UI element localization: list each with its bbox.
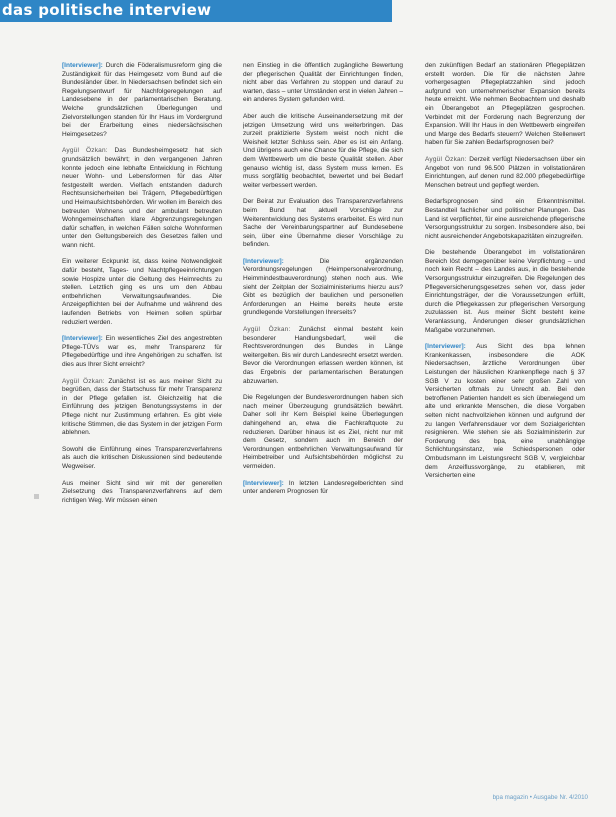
section-banner — [0, 0, 392, 22]
paragraph — [62, 480, 222, 506]
paragraph-text: Bedarfsprognosen sind ein Erkenntnismittel. Bestandteil fachlicher und politischer Planungen. Das Land ist verpflichtet, für eine ausreichende pflegerische Versorgungsstruktur zu sorgen. Insbesondere also, bei nicht ausreichender Angebotskapazitäten einzugreifen. — [425, 198, 585, 240]
text-column-1 — [62, 62, 222, 767]
interviewer-label: [Interviewer]: — [243, 479, 284, 487]
paragraph-text: Die bestehende Überangebot im vollstationären Bereich löst demgegenüber keine Verpflichtung – und noch kein Recht – des Landes aus, in die bestehende Versorgungsstruktur einzugreifen. Die Regelungen des Pflegeversicherungsgesetzes sehen vor, dass jeder Einrichtungsträger, der die Voraussetzungen erfüllt, durch die Pflegekassen zur pflegerischen Versorgung zuzulassen ist. Aus meiner Sicht besteht keine Veranlassung, Änderungen dieser grundsätzlichen Maßgabe vorzunehmen. — [425, 249, 585, 334]
paragraph — [425, 249, 585, 335]
paragraph — [425, 198, 585, 241]
paragraph-text: Derzeit verfügt Niedersachsen über ein Angebot von rund 96.500 Plätzen in vollstationären Einrichtungen, auf denen rund 82.000 pflegebedürftige Menschen betreut und gepflegt werden. — [425, 155, 585, 189]
interviewer-label: [Interviewer]: — [62, 62, 103, 69]
text-column-2 — [243, 62, 403, 767]
paragraph-text: Zunächst ist es aus meiner Sicht zu begrüßen, dass der Startschuss für mehr Transparenz in der Pflege gefallen ist. Gleichzeitig hat die Einführung des jetzigen Benotungssystems in der Pflege nicht nur Zustimmung erfahren. Es gibt viele kritische Stimmen, die das System in der jetzigen Form ablehnen. — [62, 377, 222, 437]
paragraph — [425, 156, 585, 190]
text-column-3 — [425, 62, 585, 767]
speaker-label: Aygül Özkan: — [62, 377, 105, 385]
article-body — [62, 62, 592, 772]
paragraph-text: Ein weiterer Eckpunkt ist, dass keine Notwendigkeit dafür besteht, Tages- und Nachtpflegeeinrichtungen sowie Hospize unter die Geltung des Heimrechts zu stellen. Letztlich ging es uns um den Abbau entbehrlichen Verwaltungsaufwandes. Die Anzeigepflichten bei der Aufnahme und während des laufenden Betriebs von Heimen sollen spürbar reduziert werden. — [62, 258, 222, 326]
interviewer-label: [Interviewer]: — [425, 343, 466, 351]
speaker-label: Aygül Özkan: — [425, 155, 467, 163]
paragraph — [243, 258, 403, 318]
paragraph — [243, 394, 403, 471]
paragraph — [243, 62, 403, 105]
page-footer: bpa magazin • Ausgabe Nr. 4/2010 — [492, 794, 588, 801]
speaker-label: Aygül Özkan: — [62, 147, 108, 155]
paragraph — [62, 62, 222, 139]
paragraph-text: In letzten Landesregelberichten sind unter anderem Prognosen für — [243, 479, 403, 496]
paragraph — [243, 480, 403, 497]
paragraph-text: Ein wesentliches Ziel des angestrebten Pflege-TÜVs war es, mehr Transparenz für Pflegebedürftige und ihre Angehörigen zu schaffen. Ist dies aus Ihrer Sicht erreicht? — [62, 335, 222, 368]
paragraph — [243, 113, 403, 190]
paragraph-text: Die ergänzenden Verordnungsregelungen (Heimpersonalverordnung, Heimmindestbauverordnung) stehen noch aus. Wie sieht der Zeitplan der Sozialministeriums hierzu aus? Gibt es bezüglich der baulichen und personellen Anforderungen an Heime bereits heute erste grundlegende Vorstellungen Ihrerseits? — [243, 257, 403, 317]
paragraph-text: Aus Sicht des bpa lehnen Krankenkassen, insbesondere die AOK Niedersachsen, ärztliche Verordnungen über Leistungen der häuslichen Krankenpflege nach § 37 SGB V zu kosten einer sehr großen Zahl von Versicherten oftmals zu Unrecht ab. Bei den betroffenen Patienten handelt es sich überwiegend um alte und erkrankte Menschen, die diese Vorgaben selten nicht nachvollziehen können und aufgrund der zu langen Verfahrensdauer vor dem Sozialgerichten resignieren. Wie stehen sie als Sozialministerin zur Forderung des bpa, eine unabhängige Schlichtungsinstanz, wie Schiedspersonen oder Ombudsmann im Leistungsrecht SGB V, vergleichbar dem Anzeiflussvorgänge, zu etablieren, mit Versicherten eine — [425, 343, 585, 480]
paragraph-text: Aus meiner Sicht sind wir mit der generellen Zielsetzung des Transparenzverfahrens auf dem richtigen Weg. Wir müssen einen — [62, 479, 222, 504]
paragraph-text: Aber auch die kritische Auseinandersetzung mit der jetzigen Umsetzung wird uns weiterbringen. Das zurzeit praktizierte System weist noch nicht die Weisheit letzter Schluss sein. Aber es ist ein Anfang. Und übrigens auch eine Chance für die Pflege, die sich dem Wettbewerb um die beste Qualität stellen. Aber genauso wichtig ist, dass System muss lernen. Es muss sorgfältig beobachtet, bewertet und bei Bedarf weiter verbessert werden. — [243, 112, 403, 189]
paragraph — [62, 258, 222, 327]
paragraph-text: Das Bundesheimgesetz hat sich grundsätzlich bewährt; in den vergangenen Jahren konnte jedoch eine lebhafte Entwicklung in Richtung neuer Wohn- und Lebensformen für das Alter festgestellt werden. Vielfach entstanden dadurch Rechtsunsicherheiten bei Trägern, Pflegebedürftigen und Heimaufsichtsbehörden. Wir wollen im Bereich des betreuten Wohnens und der ambulant betreuten Wohngemeinschaften klare Abgrenzungsregelungen dafür schaffen, in welchen Fällen solche Wohnformen unter den Geltungsbereich des Gesetzes fallen und wann nicht. — [62, 147, 222, 249]
section-title: das politische interview — [2, 1, 212, 19]
paragraph-text: Zunächst einmal besteht kein besonderer Handlungsbedarf, weil die Rechtsverordnungen des Bundes in Länge weitergelten. Bis wir durch Landesrecht ersetzt werden. Bevor die Verordnungen erlassen werden können, ist das Ergebnis der parlamentarischen Beratungen abzuwarten. — [243, 326, 403, 385]
paragraph-text: nen Einstieg in die öffentlich zugängliche Bewertung der pflegerischen Qualität der Einrichtungen finden, nicht aber das Verfahren zu stoppen und darauf zu warten, dass – unter Umständen erst in vielen Jahren – ein anderes System gefunden wird. — [243, 62, 403, 104]
paragraph — [425, 62, 585, 148]
paragraph-text: Die Regelungen der Bundesverordnungen haben sich nach meiner Überzeugung grundsätzlich bewährt. Daher soll ihr Kern Beispiel keine Überlegungen dahingehend an, etwa die Fachkraftquote zu reduzieren. Darüber hinaus ist es Ziel, nicht nur mit dem Gesetz, sondern auch im Bereich der Verordnungen entbehrlichen Verwaltungsaufwand für Heimbetreiber und Aufsichtsbehörden möglichst zu vermeiden. — [243, 394, 403, 470]
margin-marker — [34, 494, 39, 499]
paragraph — [243, 326, 403, 386]
paragraph-text: Der Beirat zur Evaluation des Transparenzverfahrens beim Bund hat aktuell Vorschläge zur Weiterentwicklung des Systems erarbeitet. Es wird nun Sache der Vereinbarungspartner auf Bundesebene sein, über eine Übernahme dieser Vorschläge zu befinden. — [243, 198, 403, 249]
speaker-label: Aygül Özkan: — [243, 326, 291, 334]
paragraph — [62, 335, 222, 369]
paragraph — [243, 198, 403, 250]
interviewer-label: [Interviewer]: — [243, 257, 284, 265]
paragraph — [425, 343, 585, 481]
interviewer-label: [Interviewer]: — [62, 335, 103, 343]
paragraph — [62, 147, 222, 250]
paragraph — [62, 378, 222, 438]
paragraph-text: Sowohl die Einführung eines Transparenzverfahrens als auch die kritischen Diskussionen sind bedeutende Wegweiser. — [62, 445, 222, 470]
paragraph-text: Durch die Föderalismusreform ging die Zuständigkeit für das Heimgesetz vom Bund auf die Bundesländer über. In Niedersachsen befindet sich ein Regelungsentwurf für Nachfolgeregelungen auf Landesebene in der parlamentarischen Beratung. Welche grundsätzlichen Überlegungen und Zielvorstellungen standen für Ihr Haus im Vordergrund bei der Erarbeitung eines niedersächsischen Heimgesetzes? — [62, 62, 222, 138]
paragraph-text: den zukünftigen Bedarf an stationären Pflegeplätzen erstellt worden. Die für die nächsten Jahre vorhergesagten Pflegeplatzzahlen sind jedoch aufgrund von unternehmerischer Expansion bereits heute erreicht. Wie nehmen Beobachtern und deshalb ein Überangebot an Pflegeplätzen gesprochen. Verbindet mit der Forderung nach Begrenzung der Expansion. Will Ihr Haus in den Wettbewerb eingreifen und Marge des Bedarfs steuern? Welchen Stellenwert haben für Sie zahlen Bedarfsprognosen bei? — [425, 62, 585, 147]
paragraph — [62, 446, 222, 472]
